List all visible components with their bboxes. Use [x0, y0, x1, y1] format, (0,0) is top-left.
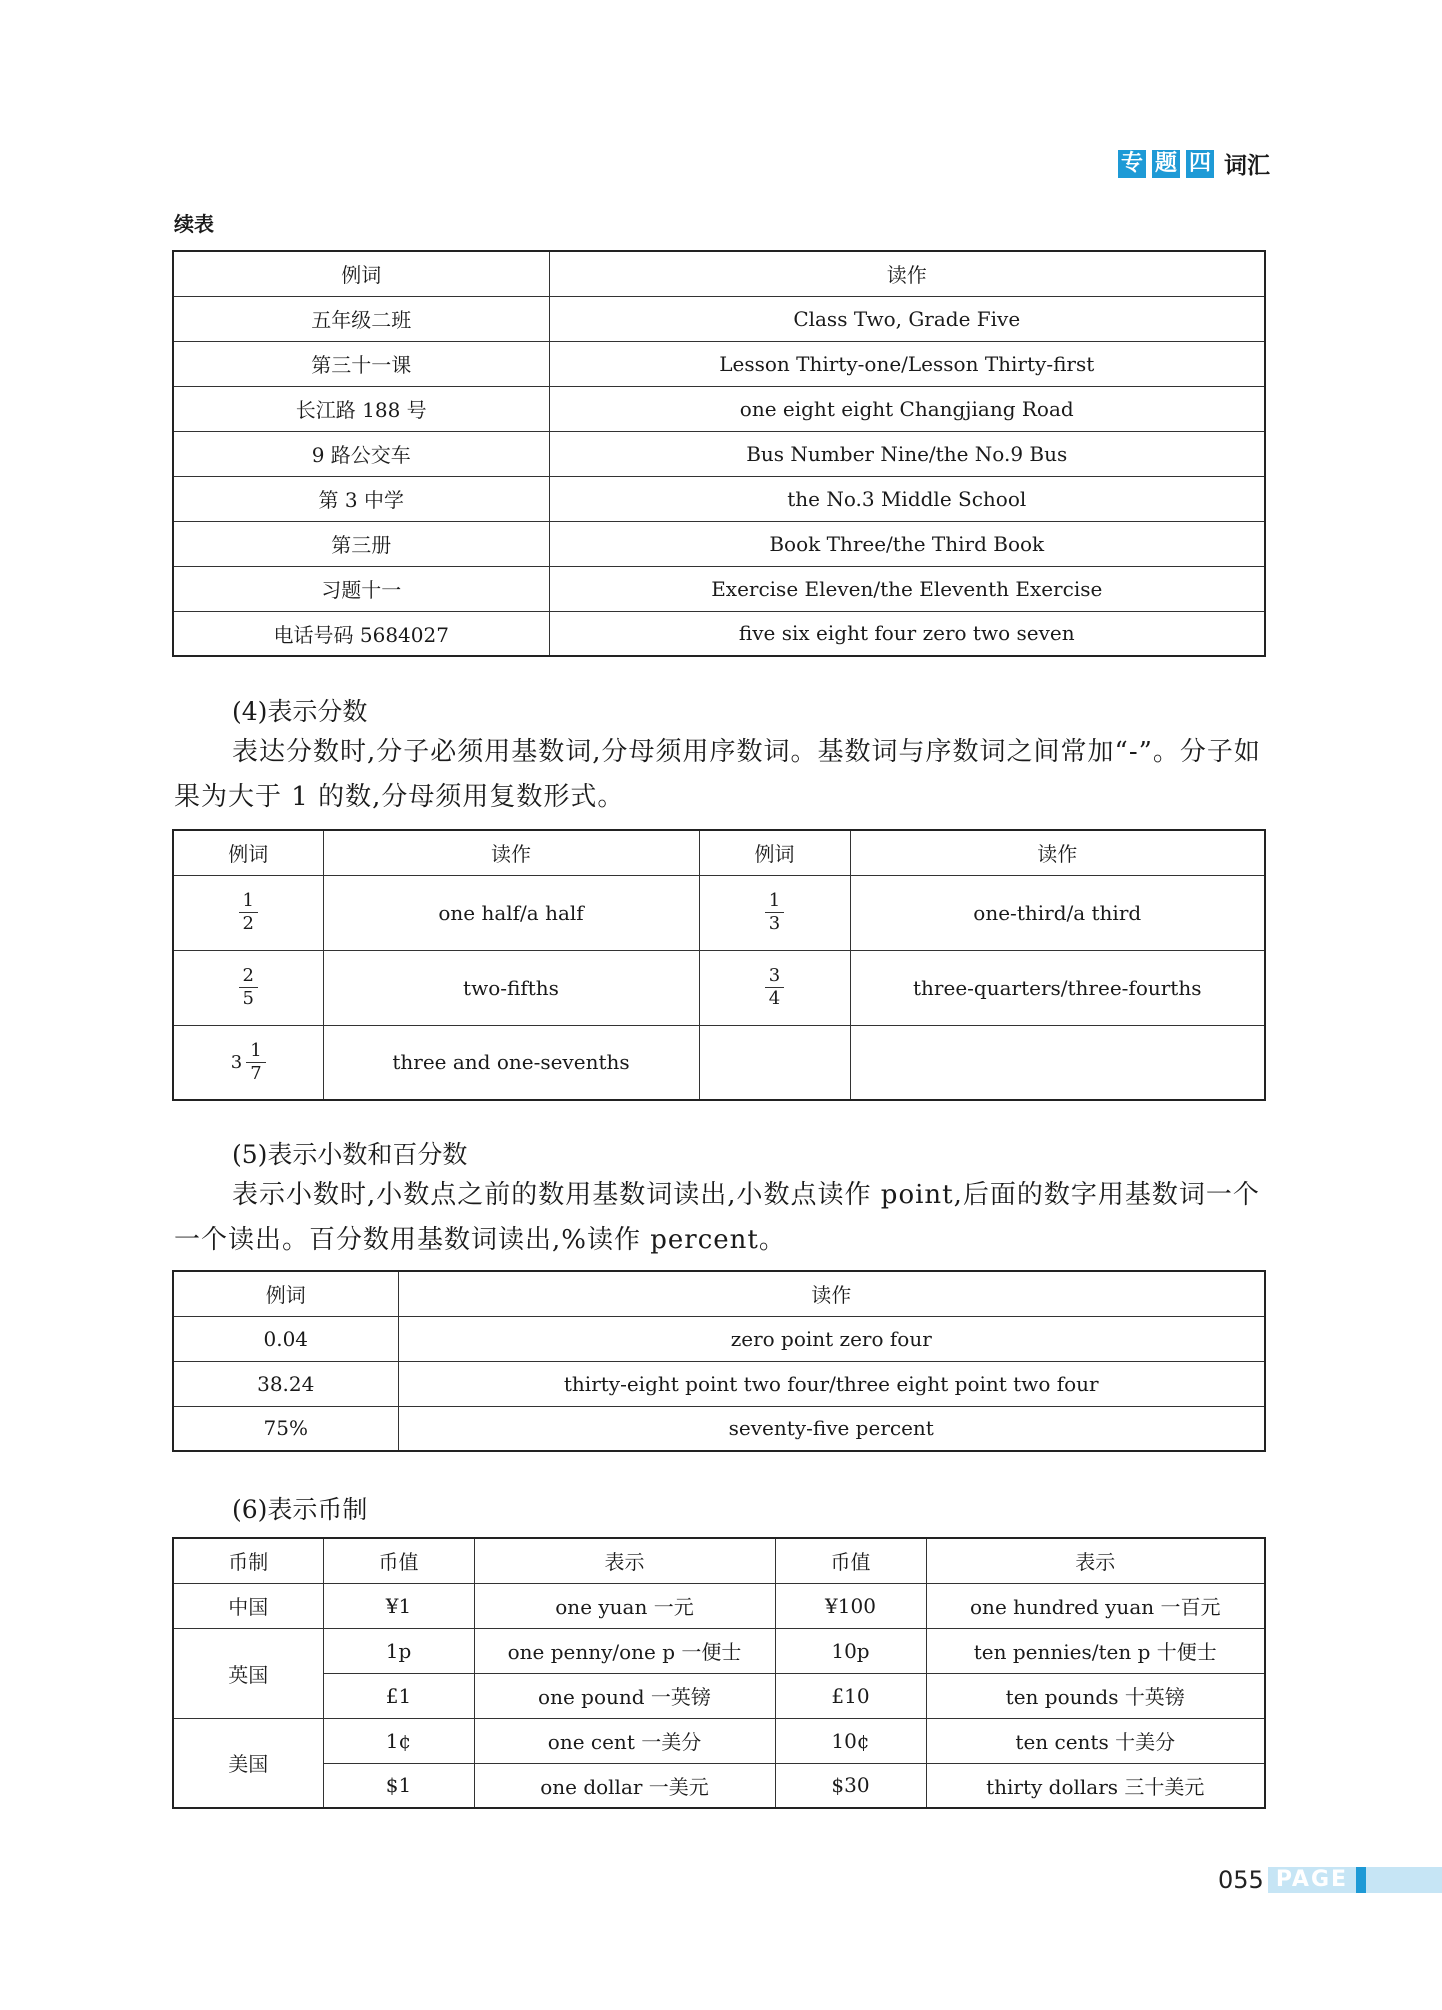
expression-cell: ten pounds 十英镑 [926, 1673, 1265, 1718]
reading-cell: the No.3 Middle School [549, 476, 1265, 521]
reading-cell: two-fifths [323, 950, 699, 1025]
expression-cell: one dollar 一美元 [474, 1763, 775, 1808]
table-currency [172, 1537, 1266, 1809]
header-cell: 例词 [173, 1271, 398, 1316]
example-cell: 第三册 [173, 521, 549, 566]
country-cell: 美国 [173, 1718, 323, 1808]
value-cell: 1¢ [323, 1718, 474, 1763]
reading-cell: Exercise Eleven/the Eleventh Exercise [549, 566, 1265, 611]
value-cell: ¥1 [323, 1583, 474, 1628]
section-text-decimals: 表示小数时,小数点之前的数用基数词读出,小数点读作 point,后面的数字用基数词一个一个读出。百分数用基数词读出,%读作 percent。 [174, 1180, 1260, 1255]
chapter-badge-3: 四 [1186, 150, 1214, 178]
table-row [173, 521, 1265, 566]
example-cell: 第 3 中学 [173, 476, 549, 521]
reading-cell: one eight eight Changjiang Road [549, 386, 1265, 431]
table-row [173, 431, 1265, 476]
fraction [239, 890, 258, 935]
numerator: 1 [246, 1040, 265, 1063]
reading-cell: three and one-sevenths [323, 1025, 699, 1100]
fraction [765, 890, 784, 935]
example-cell: 9 路公交车 [173, 431, 549, 476]
numerator: 2 [239, 965, 258, 988]
expression-cell: one hundred yuan 一百元 [926, 1583, 1265, 1628]
header-cell: 读作 [549, 251, 1265, 296]
section-title-currency: (6)表示币制 [232, 1495, 368, 1524]
empty-cell [850, 1025, 1265, 1100]
expression-cell: one cent 一美分 [474, 1718, 775, 1763]
table-row [173, 386, 1265, 431]
example-cell: 五年级二班 [173, 296, 549, 341]
country-cell: 英国 [173, 1628, 323, 1718]
header-cell: 币值 [323, 1538, 474, 1583]
expression-cell: thirty dollars 三十美元 [926, 1763, 1265, 1808]
header-cell: 读作 [398, 1271, 1265, 1316]
table-row [173, 1628, 1265, 1673]
example-cell: 第三十一课 [173, 341, 549, 386]
header-cell: 表示 [474, 1538, 775, 1583]
example-cell: 习题十一 [173, 566, 549, 611]
table-header-row [173, 830, 1265, 875]
reading-cell: five six eight four zero two seven [549, 611, 1265, 656]
header-cell: 表示 [926, 1538, 1265, 1583]
reading-cell: Lesson Thirty-one/Lesson Thirty-first [549, 341, 1265, 386]
reading-cell: thirty-eight point two four/three eight point two four [398, 1361, 1265, 1406]
denominator: 7 [250, 1062, 262, 1084]
table-row [173, 1763, 1265, 1808]
numerator: 1 [239, 890, 258, 913]
table-row [173, 476, 1265, 521]
reading-cell: one half/a half [323, 875, 699, 950]
denominator: 4 [768, 988, 781, 1009]
table-header-row [173, 251, 1265, 296]
value-cell: $30 [775, 1763, 926, 1808]
table-row [173, 1361, 1265, 1406]
table-row [173, 611, 1265, 656]
fraction-cell [699, 875, 850, 950]
value-cell: ¥100 [775, 1583, 926, 1628]
country-cell: 中国 [173, 1583, 323, 1628]
section-text-fractions: 表达分数时,分子必须用基数词,分母须用序数词。基数词与序数词之间常加“-”。分子如果为大于 1 的数,分母须用复数形式。 [174, 737, 1261, 812]
denominator: 5 [242, 988, 254, 1009]
fraction [239, 965, 258, 1010]
chapter-title: 词汇 [1224, 153, 1270, 179]
table-row [173, 1025, 1265, 1100]
reading-cell: zero point zero four [398, 1316, 1265, 1361]
fraction-cell [173, 1025, 323, 1100]
table-row [173, 875, 1265, 950]
section-title-fractions: (4)表示分数 [232, 697, 368, 726]
continued-label: 续表 [174, 212, 214, 236]
empty-cell [699, 1025, 850, 1100]
header-cell: 读作 [323, 830, 699, 875]
header-cell: 例词 [699, 830, 850, 875]
page-number: 055 [1218, 1866, 1264, 1894]
reading-cell: Class Two, Grade Five [549, 296, 1265, 341]
denominator: 3 [768, 913, 781, 934]
expression-cell: ten pennies/ten p 十便士 [926, 1628, 1265, 1673]
reading-cell: Bus Number Nine/the No.9 Bus [549, 431, 1265, 476]
value-cell: $1 [323, 1763, 474, 1808]
value-cell: 1p [323, 1628, 474, 1673]
table-decimals [172, 1270, 1266, 1452]
reading-cell: seventy-five percent [398, 1406, 1265, 1451]
table-fractions [172, 829, 1266, 1101]
reading-cell: three-quarters/three-fourths [850, 950, 1265, 1025]
page-word: PAGE [1268, 1867, 1356, 1893]
expression-cell: ten cents 十美分 [926, 1718, 1265, 1763]
section-title-decimals: (5)表示小数和百分数 [232, 1140, 468, 1169]
example-cell: 0.04 [173, 1316, 398, 1361]
table-row [173, 1316, 1265, 1361]
table-header-row [173, 1538, 1265, 1583]
example-cell: 38.24 [173, 1361, 398, 1406]
table-row [173, 341, 1265, 386]
fraction-cell [173, 950, 323, 1025]
chapter-badge-2: 题 [1152, 150, 1180, 178]
table-row [173, 296, 1265, 341]
table-number-reading [172, 250, 1266, 657]
header-cell: 读作 [850, 830, 1265, 875]
header-cell: 币值 [775, 1538, 926, 1583]
table-row [173, 1718, 1265, 1763]
fraction [246, 1040, 265, 1085]
example-cell: 长江路 188 号 [173, 386, 549, 431]
header-cell: 币制 [173, 1538, 323, 1583]
value-cell: 10¢ [775, 1718, 926, 1763]
page-bar-accent [1356, 1867, 1366, 1893]
value-cell: 10p [775, 1628, 926, 1673]
value-cell: £1 [323, 1673, 474, 1718]
example-cell: 75% [173, 1406, 398, 1451]
value-cell: £10 [775, 1673, 926, 1718]
table-row [173, 1406, 1265, 1451]
example-cell: 电话号码 5684027 [173, 611, 549, 656]
whole-number: 3 [230, 1051, 243, 1073]
numerator: 3 [765, 965, 784, 988]
fraction-cell [699, 950, 850, 1025]
table-row [173, 1583, 1265, 1628]
page-footer [1218, 1866, 1442, 1894]
chapter-badge-1: 专 [1118, 150, 1146, 178]
numerator: 1 [765, 890, 784, 913]
table-row [173, 566, 1265, 611]
table-row [173, 1673, 1265, 1718]
table-row [173, 950, 1265, 1025]
expression-cell: one pound 一英镑 [474, 1673, 775, 1718]
expression-cell: one penny/one p 一便士 [474, 1628, 775, 1673]
chapter-header [1118, 147, 1270, 180]
table-header-row [173, 1271, 1265, 1316]
header-cell: 例词 [173, 251, 549, 296]
reading-cell: one-third/a third [850, 875, 1265, 950]
page-bar-extension [1366, 1867, 1442, 1893]
header-cell: 例词 [173, 830, 323, 875]
fraction [765, 965, 784, 1010]
denominator: 2 [242, 913, 254, 934]
expression-cell: one yuan 一元 [474, 1583, 775, 1628]
fraction-cell [173, 875, 323, 950]
reading-cell: Book Three/the Third Book [549, 521, 1265, 566]
